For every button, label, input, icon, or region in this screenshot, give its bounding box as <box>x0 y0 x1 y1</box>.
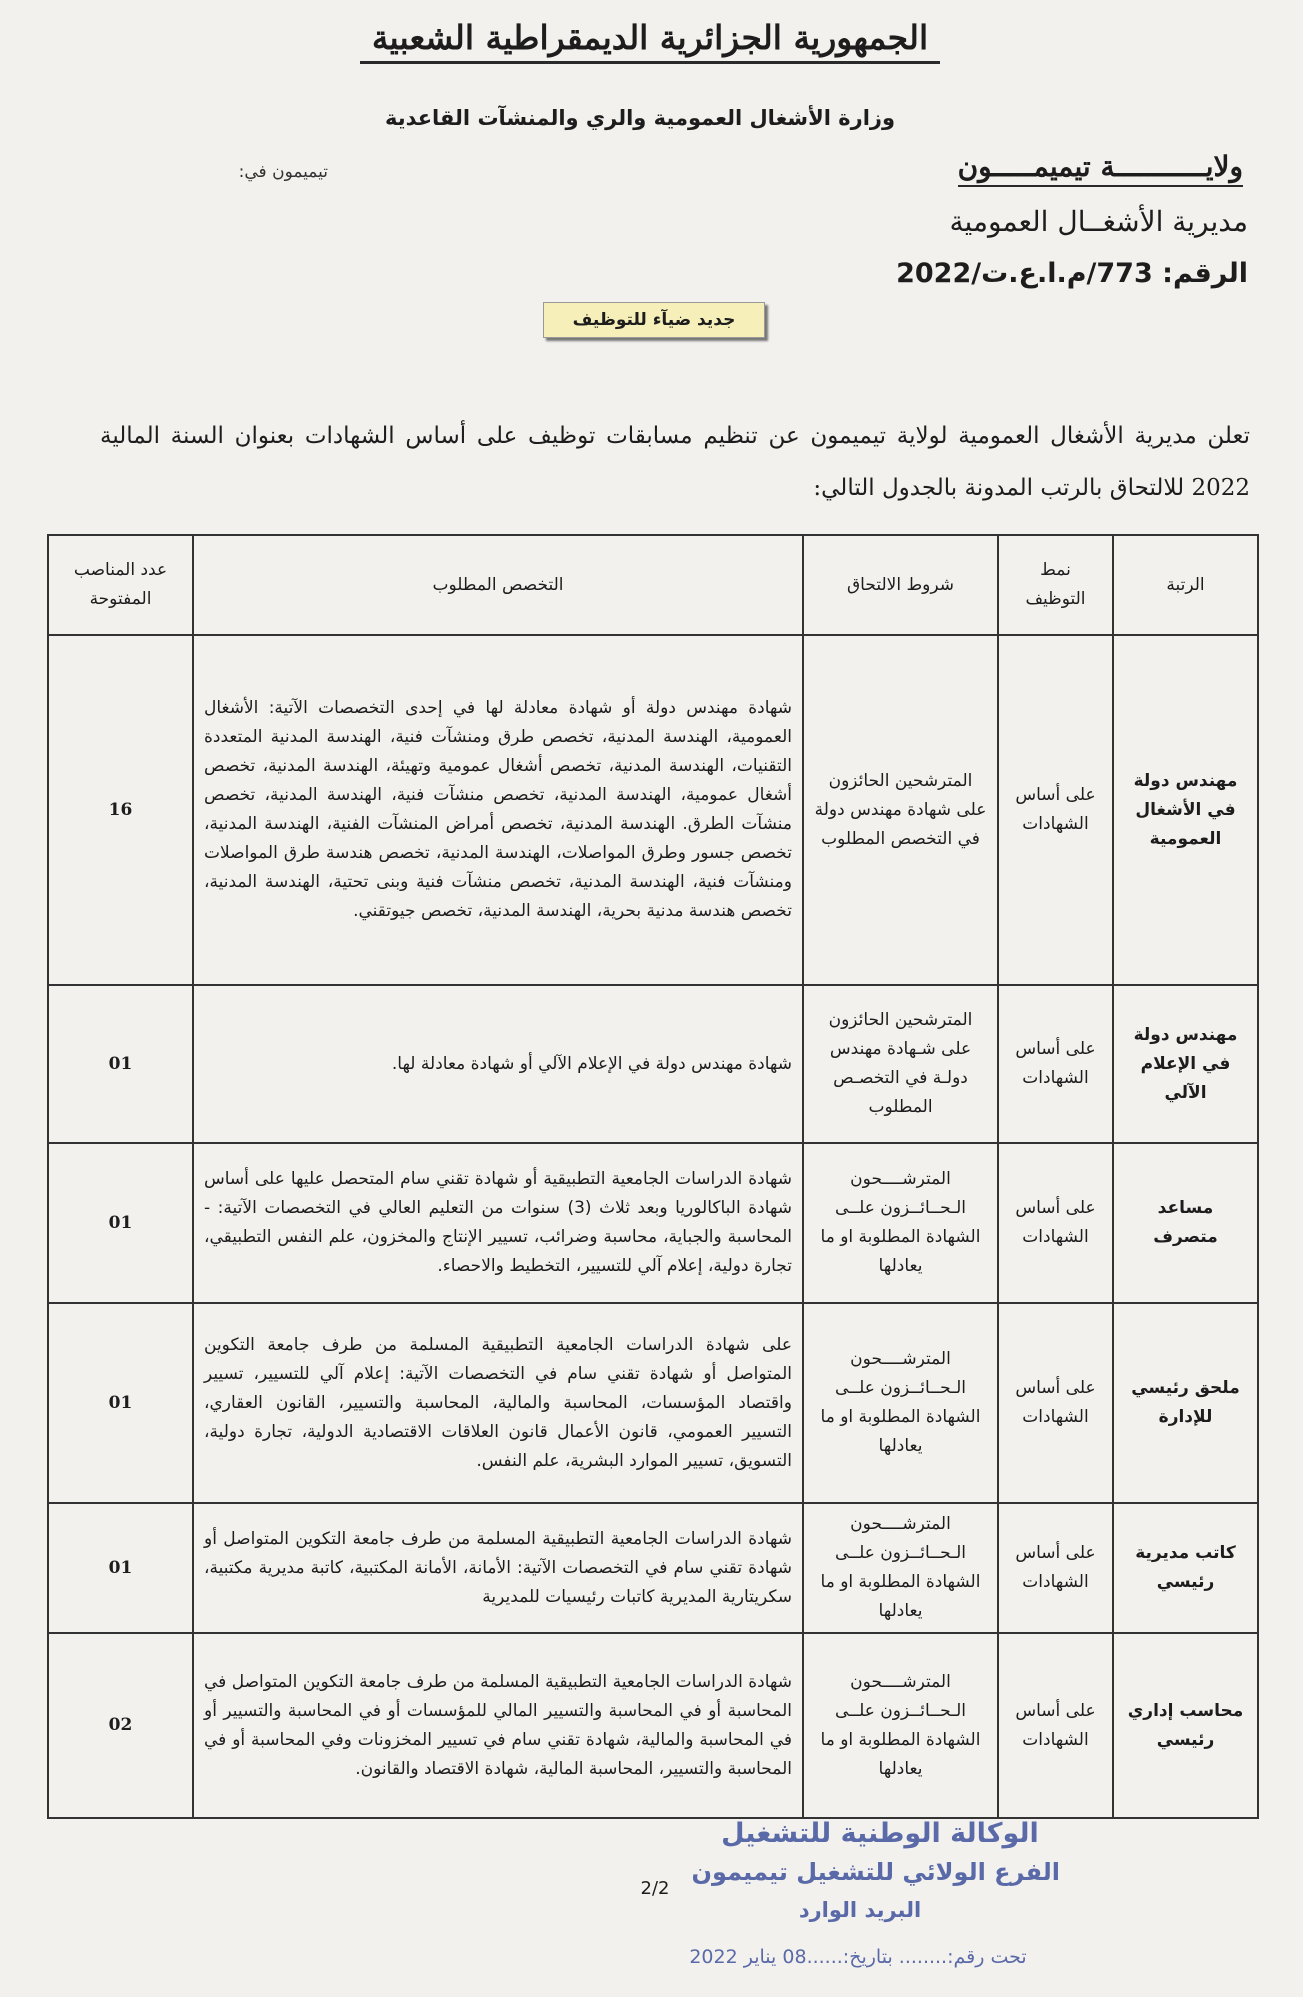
header-specialty: التخصص المطلوب <box>193 535 803 635</box>
row-rank: محاسب إداري رئيسي <box>1113 1633 1258 1818</box>
row-specialty: شهادة الدراسات الجامعية التطبيقية المسلمة من طرف جامعة التكوين المتواصل في المحاسبة أو في المحاسبة والتسيير المالي للمؤسسات أو في المحاسبة والتسيير أو في المحاسبة والمالية، شهادة تقني سام في تسيير المخزونات وفي المحاسبة أو في المحاسبة والتسيير، المحاسبة المالية، شهادة الاقتصاد والقانون. <box>193 1633 803 1818</box>
row-count: 01 <box>48 985 193 1143</box>
row-rank: ملحق رئيسي للإدارة <box>1113 1303 1258 1503</box>
row-specialty: شهادة الدراسات الجامعية التطبيقية المسلمة من طرف جامعة التكوين المتواصل أو شهادة تقني سام في التخصصات الآتية: الأمانة، الأمانة المكتبية، كاتبة مديرية مكتبية، سكريتارية المديرية كاتبات رئيسيات للمديرية <box>193 1503 803 1633</box>
table-header-row <box>48 535 1258 635</box>
republic-title: الجمهورية الجزائرية الديمقراطية الشعبية <box>360 18 940 64</box>
table-row <box>48 1503 1258 1633</box>
row-conditions: المترشــــحون الـحــائــزون علــى الشهادة المطلوبة او ما يعادلها <box>803 1143 998 1303</box>
row-rank: مهندس دولة في الإعلام الآلي <box>1113 985 1258 1143</box>
row-conditions: المترشــــحون الـحــائــزون علــى الشهادة المطلوبة او ما يعادلها <box>803 1503 998 1633</box>
table-row <box>48 1143 1258 1303</box>
stamp-record-line: تحت رقم:........ بتاريخ:......08 يناير 2022 <box>689 1946 1027 1968</box>
row-rank: مهندس دولة في الأشغال العمومية <box>1113 635 1258 985</box>
row-mode: على أساس الشهادات <box>998 1303 1113 1503</box>
row-count: 01 <box>48 1143 193 1303</box>
row-mode: على أساس الشهادات <box>998 1143 1113 1303</box>
row-conditions: المترشحين الحائزون على شـهادة مهندس دولـة في التخصـص المطلوب <box>803 985 998 1143</box>
table-row <box>48 1633 1258 1818</box>
page-number: 2/2 <box>640 1878 670 1899</box>
row-conditions: المترشحين الحائزون على شهادة مهندس دولة في التخصص المطلوب <box>803 635 998 985</box>
header-conditions: شروط الالتحاق <box>803 535 998 635</box>
table-row <box>48 985 1258 1143</box>
recruitment-table <box>47 534 1259 1819</box>
row-mode: على أساس الشهادات <box>998 1633 1113 1818</box>
row-specialty: شهادة الدراسات الجامعية التطبيقية أو شهادة تقني سام المتحصل عليها على أساس شهادة الباكالوريا وبعد ثلاث (3) سنوات من التعليم العالي في التخصصات الآتية: - المحاسبة والجباية، محاسبة وضرائب، تسيير الإنتاج والمخزون، علم النفس التطبيقي، تجارة دولية، إعلام آلي للتسيير، التخطيط والاحصاء. <box>193 1143 803 1303</box>
row-count: 01 <box>48 1303 193 1503</box>
new-offer-badge: جديد ضيآء للتوظيف <box>543 302 765 338</box>
header-count: عدد المناصب المفتوحة <box>48 535 193 635</box>
stamp-agency: الوكالة الوطنية للتشغيل <box>721 1818 1039 1849</box>
row-mode: على أساس الشهادات <box>998 985 1113 1143</box>
row-rank: كاتب مديرية رئيسي <box>1113 1503 1258 1633</box>
row-specialty: شهادة مهندس دولة أو شهادة معادلة لها في إحدى التخصصات الآتية: الأشغال العمومية، الهندسة المدنية، تخصص طرق ومنشآت فنية، الهندسة المدنية المتعددة التقنيات، الهندسة المدنية، تخصص أشغال عمومية وتهيئة، الهندسة المدنية، تخصص أشغال عمومية، الهندسة المدنية، تخصص منشآت فنية، الهندسة المدنية، تخصص منشآت الطرق. الهندسة المدنية، تخصص أمراض المنشآت الفنية، الهندسة المدنية، تخصص جسور وطرق المواصلات، الهندسة المدنية، تخصص هندسة طرق المواصلات ومنشآت فنية، الهندسة المدنية، تخصص منشآت فنية وبنى تحتية، الهندسة المدنية، تخصص هندسة مدنية بحرية، الهندسة المدنية، تخصص جيوتقني. <box>193 635 803 985</box>
row-conditions: المترشــــحون الـحــائــزون علــى الشهادة المطلوبة او ما يعادلها <box>803 1303 998 1503</box>
wilaya-name: ولايـــــــــــة تيميمـــــون <box>958 150 1243 187</box>
row-specialty: على شهادة الدراسات الجامعية التطبيقية المسلمة من طرف جامعة التكوين المتواصل أو شهادة تقني سام في التخصصات الآتية: إعلام آلي للتسيير، تسيير واقتصاد المؤسسات، المحاسبة والمالية، المحاسبة والتسيير، القانون العقاري، التسيير العمومي، قانون الأعمال قانون العلاقات الاقتصادية الدولية، تجارة دولية، التسويق، تسيير الموارد البشرية، علم النفس. <box>193 1303 803 1503</box>
row-conditions: المترشــــحون الـحــائــزون علــى الشهادة المطلوبة او ما يعادلها <box>803 1633 998 1818</box>
reference-number: الرقم: 773/م.ا.ع.ت/2022 <box>896 258 1248 289</box>
table-row <box>48 1303 1258 1503</box>
row-count: 01 <box>48 1503 193 1633</box>
stamp-incoming-mail: البريد الوارد <box>798 1898 922 1922</box>
intro-paragraph: تعلن مديرية الأشغال العمومية لولاية تيميمون عن تنظيم مسابقات توظيف على أساس الشهادات بعنوان السنة المالية 2022 للالتحاق بالرتب المدونة بالجدول التالي: <box>100 423 1250 501</box>
row-count: 02 <box>48 1633 193 1818</box>
row-count: 16 <box>48 635 193 985</box>
row-mode: على أساس الشهادات <box>998 635 1113 985</box>
directorate-name: مديرية الأشغــال العمومية <box>949 205 1248 238</box>
row-mode: على أساس الشهادات <box>998 1503 1113 1633</box>
place-date-line: تيميمون في: <box>238 162 328 182</box>
header-rank: الرتبة <box>1113 535 1258 635</box>
ministry-name: وزارة الأشغال العمومية والري والمنشآت القاعدية <box>384 106 896 130</box>
stamp-branch: الفرع الولائي للتشغيل تيميمون <box>691 1858 1060 1886</box>
row-rank: مساعد متصرف <box>1113 1143 1258 1303</box>
header-mode: نمط التوظيف <box>998 535 1113 635</box>
table-row <box>48 635 1258 985</box>
row-specialty: شهادة مهندس دولة في الإعلام الآلي أو شهادة معادلة لها. <box>193 985 803 1143</box>
